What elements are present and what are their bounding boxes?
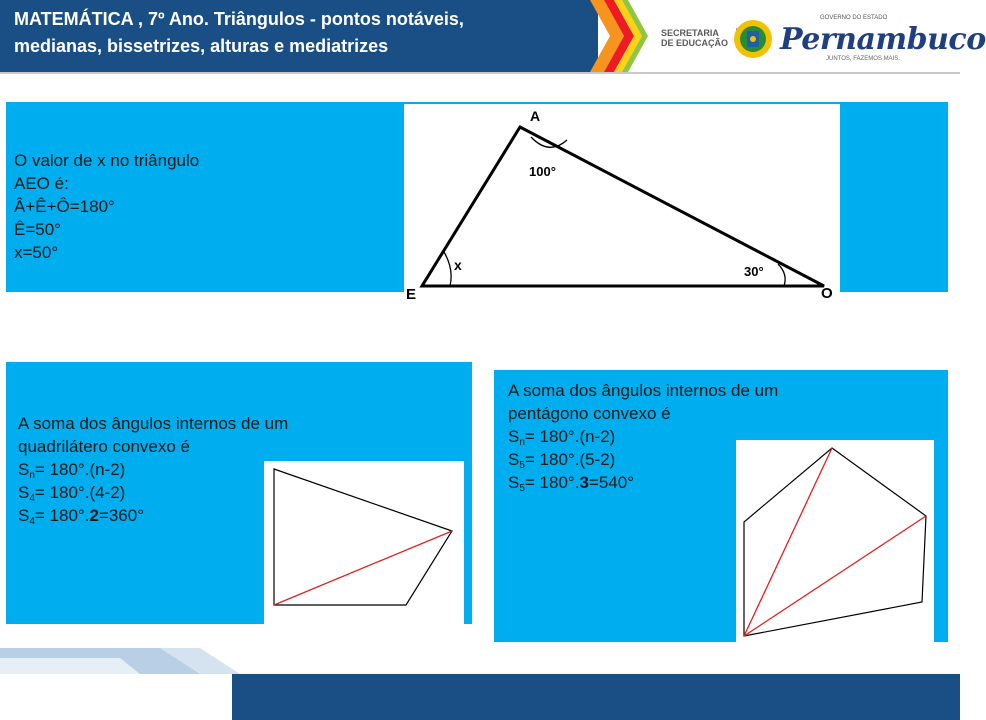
secretaria-line-2: DE EDUCAÇÃO: [661, 38, 729, 48]
formula-line: $S_4= 180^\circ.(4-2)$: [18, 483, 126, 504]
footer-stripes-decoration: [0, 648, 260, 720]
formula-line: $S_n= 180^\circ.(n-2)$: [508, 427, 616, 448]
footer-bar: [232, 674, 960, 720]
explanation-line: AEO é:: [14, 174, 69, 193]
state-name-logo: Pernambuco: [780, 22, 986, 57]
angle-label-a: 100°: [529, 164, 556, 179]
header: [0, 0, 986, 74]
triangle-explanation: [14, 149, 199, 264]
explanation-line: pentágono convexo é: [508, 404, 671, 423]
pentagon-diagonal-2: [744, 516, 926, 636]
vertex-label-a: A: [530, 108, 541, 124]
header-divider: [0, 72, 960, 74]
quadrilateral-diagonal: [274, 531, 452, 605]
state-seal-icon: [732, 18, 774, 60]
explanation-line: Â+Ê+Ô=180°: [14, 197, 115, 216]
quadrilateral-explanation: [18, 412, 288, 527]
triangle-figure: [404, 104, 840, 303]
explanation-line: O valor de x no triângulo: [14, 151, 200, 170]
vertex-label-e: E: [406, 286, 417, 303]
pentagon-diagonal-1: [744, 448, 832, 636]
explanation-line: x=50°: [14, 243, 59, 262]
quadrilateral-figure: [264, 461, 464, 625]
slide-title: [14, 6, 594, 60]
explanation-line: Ê=50°: [14, 220, 61, 239]
slogan: JUNTOS, FAZEMOS MAIS.: [826, 56, 900, 62]
title-line-2: medianas, bissetrizes, alturas e mediatrizes: [14, 36, 389, 56]
title-line-1: MATEMÁTICA , 7º Ano. Triângulos - pontos notáveis,: [14, 9, 464, 29]
vertex-label-o: O: [821, 285, 833, 302]
formula-line: $S_4= 180^\circ.2=360^\circ$: [18, 506, 145, 527]
formula-line: $S_n= 180^\circ.(n-2)$: [18, 460, 126, 481]
pentagon-shape: [744, 448, 926, 636]
triangle-aeo: [422, 127, 824, 286]
title-band: [0, 0, 598, 72]
angle-label-x: x: [454, 257, 462, 273]
government-label: GOVERNO DO ESTADO: [820, 15, 888, 21]
angle-arc-e: [444, 252, 451, 286]
explanation-line: A soma dos ângulos internos de um: [508, 381, 779, 400]
angle-label-o: 30°: [744, 264, 764, 279]
formula-line: $S_5= 180^\circ.3=540^\circ$: [508, 473, 635, 494]
angle-arc-o: [778, 264, 785, 286]
chevron-decoration-icon: [590, 0, 650, 72]
secretaria-line-1: SECRETARIA: [661, 28, 719, 38]
explanation-line: A soma dos ângulos internos de um: [18, 414, 289, 433]
secretaria-logo: [661, 28, 737, 48]
quadrilateral-shape: [274, 469, 452, 605]
pentagon-figure: [736, 440, 934, 642]
formula-line: $S_5= 180^\circ.(5-2)$: [508, 450, 616, 471]
explanation-line: quadrilátero convexo é: [18, 437, 191, 456]
